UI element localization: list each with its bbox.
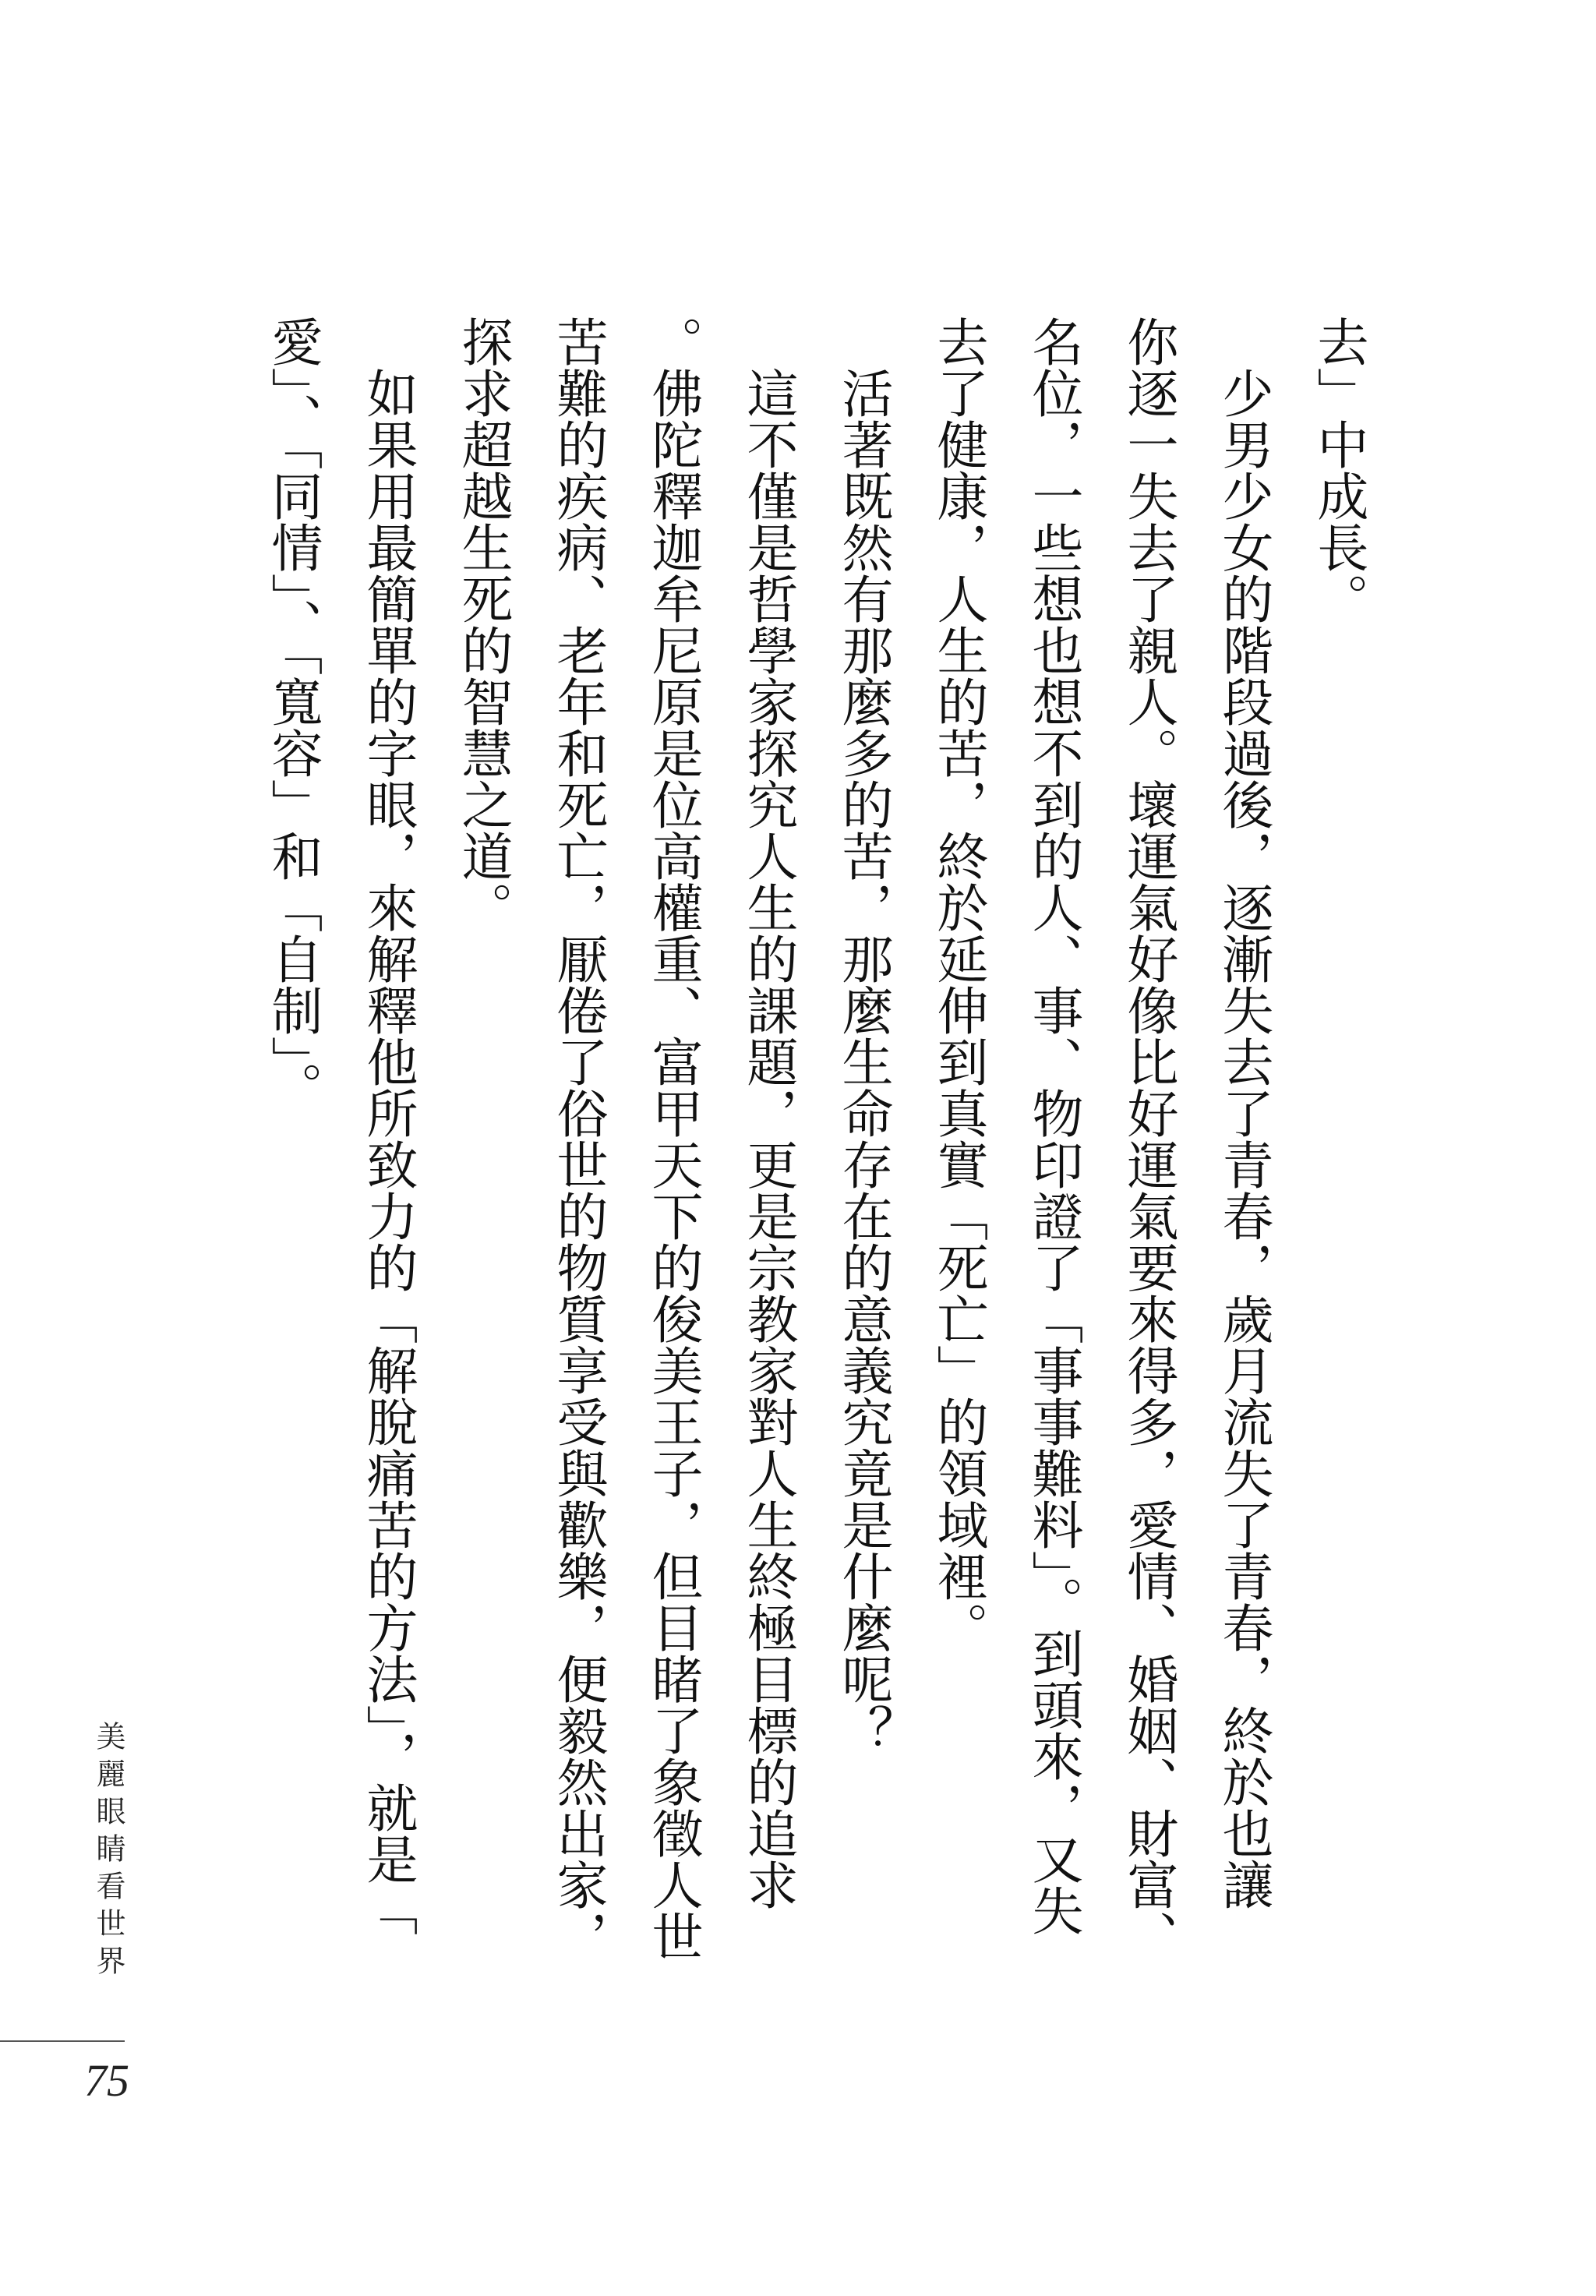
paragraph-12: 愛」、「同情」、「寬容」和「自制」。 bbox=[263, 316, 323, 1113]
body-text bbox=[245, 316, 1386, 2186]
paragraph-2: 少男少女的階段過後，逐漸失去了青春，歲月流失了青春，終於也讓 bbox=[1213, 316, 1273, 1910]
paragraph-3: 你逐一失去了親人。壞運氣好像比好運氣要來得多，愛情、婚姻、財富、 bbox=[1118, 316, 1178, 1962]
paragraph-7: 這不僅是哲學家探究人生的課題，更是宗教家對人生終極目標的追求 bbox=[738, 316, 798, 1910]
paragraph-5: 去了健康，人生的苦，終於延伸到真實「死亡」的領域裡。 bbox=[928, 316, 988, 1653]
footer-divider bbox=[0, 2040, 125, 2042]
running-book-title: 美麗眼睛看世界 bbox=[91, 1721, 125, 1983]
paragraph-6: 活著既然有那麼多的苦，那麼生命存在的意義究竟是什麼呢？ bbox=[833, 316, 893, 1756]
paragraph-9: 苦難的疾病、老年和死亡，厭倦了俗世的物質享受與歡樂，便毅然出家， bbox=[548, 316, 608, 1962]
page-number: 75 bbox=[84, 2055, 129, 2106]
paragraph-10: 探求超越生死的智慧之道。 bbox=[453, 316, 513, 933]
paragraph-11: 如果用最簡單的字眼，來解釋他所致力的「解脫痛苦的方法」，就是「 bbox=[358, 316, 418, 1936]
paragraph-8: 。佛陀釋迦牟尼原是位高權重、富甲天下的俊美王子，但目睹了象徵人世 bbox=[643, 316, 703, 1962]
paragraph-1: 去」中成長。 bbox=[1308, 316, 1368, 624]
paragraph-4: 名位，一些想也想不到的人、事、物印證了「事事難料」。到頭來，又失 bbox=[1023, 316, 1083, 1936]
